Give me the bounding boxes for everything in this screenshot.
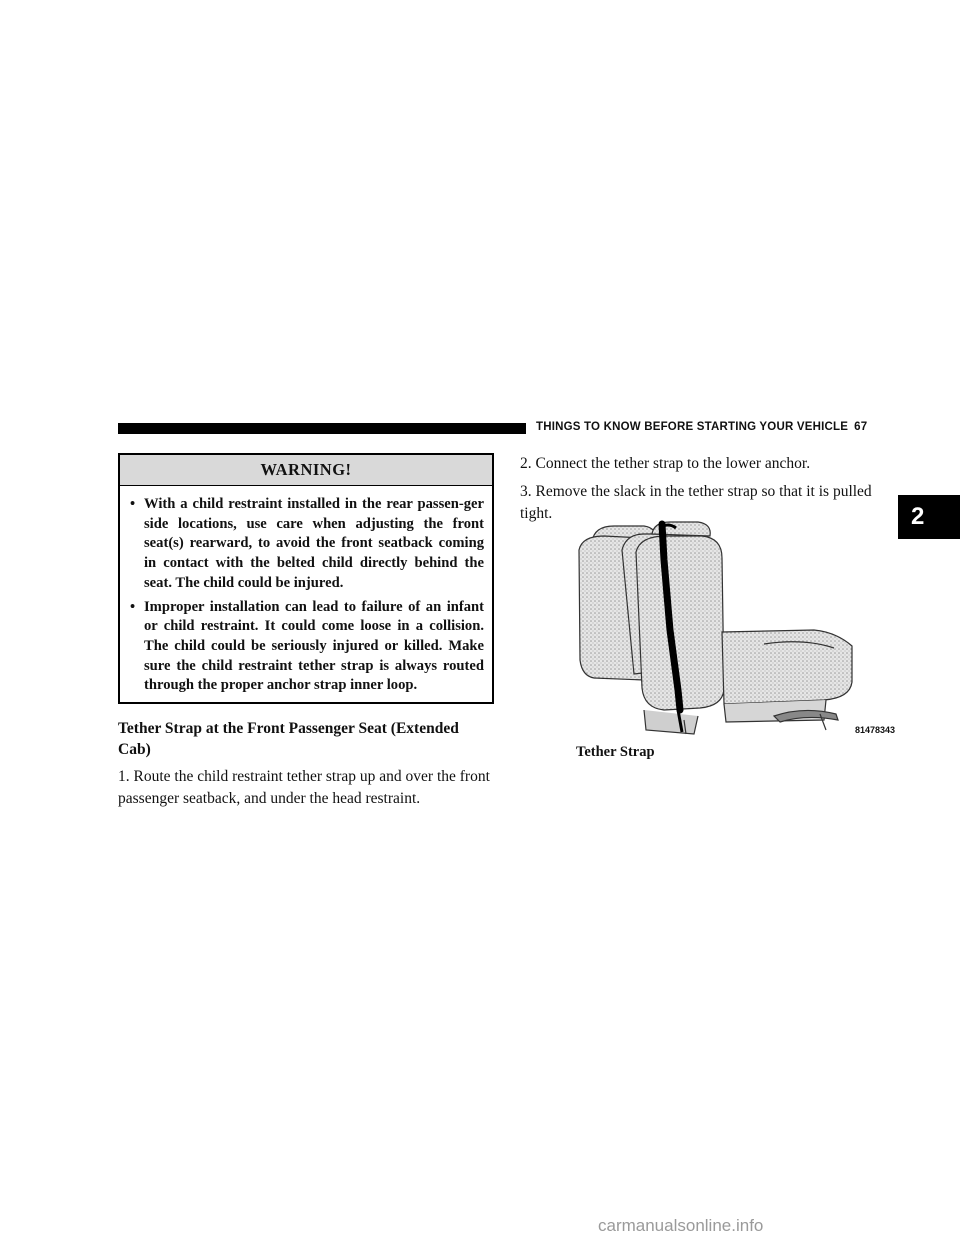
seat-tether-illustration [574, 520, 900, 742]
step-3: 3. Remove the slack in the tether strap so that it is pulled tight. [520, 483, 872, 522]
footer-watermark[interactable]: carmanualsonline.info [598, 1216, 764, 1235]
warning-item-text: Improper installation can lead to failure of an infant or child restraint. It could come loose in a collision. The child could be seriously injured or killed. Make sure the child restraint tether strap is always routed through the proper anchor strap inner loop. [144, 598, 484, 694]
running-head [536, 421, 867, 433]
warning-box [118, 453, 494, 704]
section-heading: Tether Strap at the Front Passenger Seat (Extended Cab) [118, 720, 459, 758]
warning-title: WARNING! [120, 455, 492, 486]
bullet-icon: • [130, 598, 136, 615]
section-title: THINGS TO KNOW BEFORE STARTING YOUR VEHICLE [536, 421, 849, 433]
step-1: 1. Route the child restraint tether strap up and over the front passenger seatback, and under the head restraint. [118, 768, 490, 807]
figure-caption: Tether Strap [576, 744, 655, 760]
warning-item [130, 495, 484, 594]
warning-list [120, 486, 492, 696]
header-rule [118, 423, 526, 434]
step-2: 2. Connect the tether strap to the lower anchor. [520, 455, 811, 472]
chapter-tab [898, 495, 960, 539]
warning-item [130, 598, 484, 697]
chapter-number: 2 [911, 503, 925, 530]
warning-item-text: With a child restraint installed in the rear passen-ger side locations, use care when adjusting the front seat(s) rearward, to avoid the front seatback coming in contact with the belted child directly behind the seat. The child could be injured. [144, 496, 484, 591]
figure-id: 81478343 [855, 725, 896, 735]
bullet-icon: • [130, 496, 136, 512]
page-number: 67 [854, 421, 868, 433]
